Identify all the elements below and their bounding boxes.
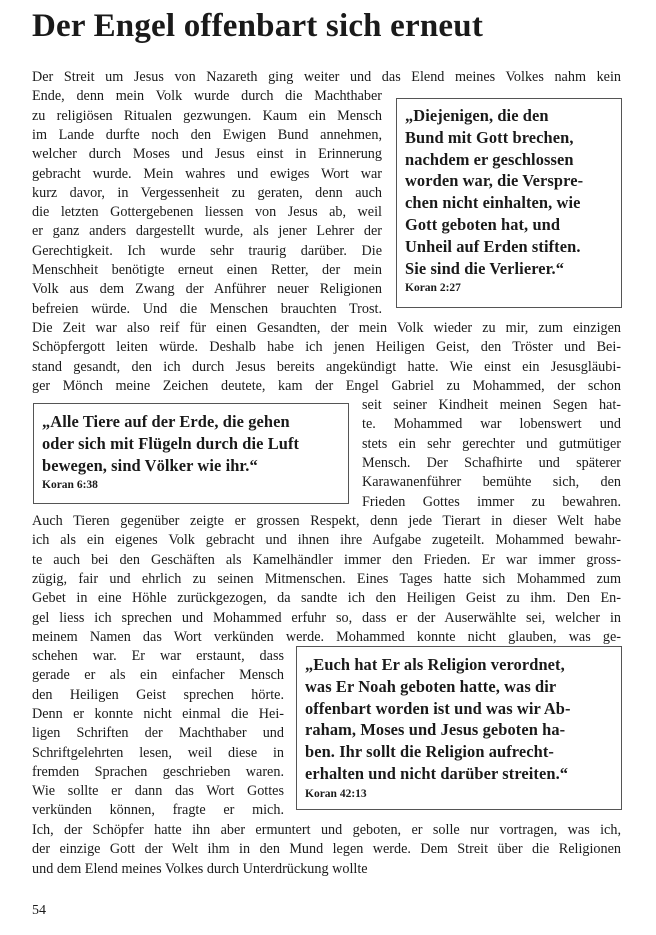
body-line: stets ein sehr gerechter und gutmütiger bbox=[362, 435, 621, 452]
quote-text: „Alle Tiere auf der Erde, die gehen oder sich mit Flügeln durch die Luft bewegen, sind Völker wie ihr.“ bbox=[42, 412, 300, 475]
body-line: Ich, der Schöpfer hatte ihn aber ermuntert und geboten, er solle nur vortragen, was ich, bbox=[32, 822, 621, 838]
body-line: te. Mohammed war lobenswert und bbox=[362, 416, 621, 433]
body-line: Schöpfergott leiten würde. Deshalb habe ich jenen Heiligen Geist, den Tröster und Bei- bbox=[32, 339, 621, 356]
body-line: Schriftgelehrten lesen, weil diese in bbox=[32, 744, 284, 761]
body-line: Denn er konnte nicht einmal die Hei- bbox=[32, 705, 284, 722]
body-line: Frieden Gottes immer zu bewahren. bbox=[362, 493, 621, 510]
body-line: Gerechtigkeit. Ich wurde sehr traurig darüber. Die bbox=[32, 242, 382, 259]
body-line: schehen war. Er war erstaunt, dass bbox=[32, 648, 284, 664]
body-line: Karawanenführer bemühte sich, den bbox=[362, 474, 621, 491]
page-title: Der Engel offenbart sich erneut bbox=[32, 8, 484, 44]
page-number: 54 bbox=[32, 903, 46, 918]
body-line: Volk aus dem Zwang der Anführer neuer Religionen bbox=[32, 281, 382, 298]
body-line: den Heiligen Geist sprechen hörte. bbox=[32, 686, 284, 703]
body-line: fremden Sprachen geschrieben waren. bbox=[32, 763, 284, 780]
body-line: stand gesandt, den ich durch Jesus bereits angekündigt hatte. Wie einst ein Jesusgläubi- bbox=[32, 358, 621, 375]
body-line: der einzige Gott der Welt ihm in den Mund legen werde. Dem Streit über die Religionen bbox=[32, 841, 621, 858]
body-line: die letzten Gottergebenen liessen von Jesus ab, weil bbox=[32, 204, 382, 221]
quote-box-3 bbox=[296, 646, 622, 810]
body-line: Ende, denn mein Volk wurde durch die Machthaber bbox=[32, 88, 382, 105]
body-line: seit seiner Kindheit meinen Segen hat- bbox=[362, 397, 621, 413]
body-line: welcher durch Moses und Jesus einst in Erinnerung bbox=[32, 146, 382, 163]
quote-source: Koran 42:13 bbox=[305, 787, 367, 800]
body-line: gerade er als ein einfacher Mensch bbox=[32, 667, 284, 684]
body-line: gel liess ich sprechen und Mohammed erfuhr so, dass er der Auserwählte sei, welcher in bbox=[32, 609, 621, 626]
body-line: und dem Elend meines Volkes durch Unterdrückung wollte bbox=[32, 860, 368, 877]
body-line: zügig, fair und ehrlich zu seinen Mitmenschen. Eines Tages hatte sich Mohammed zum bbox=[32, 570, 621, 587]
quote-source: Koran 2:27 bbox=[405, 282, 461, 295]
body-line: ligen Schriften der Machthaber und bbox=[32, 725, 284, 742]
body-line: zu religiösen Ritualen gezwungen. Kaum ein Mensch bbox=[32, 107, 382, 124]
quote-source: Koran 6:38 bbox=[42, 479, 98, 492]
body-line: verkünden können, fragte er mich. bbox=[32, 802, 284, 819]
body-line: er ganz anders dargestellt wurde, als jener Lehrer der bbox=[32, 223, 382, 240]
quote-text: „Euch hat Er als Religion verordnet, was Er Noah geboten hatte, was dir offenbart worden ist und was wir Ab- raham, Moses und Jesus geboten ha- ben. Ihr sollt die Religion aufrecht- erhalten und nicht darüber streiten.“ bbox=[305, 655, 571, 783]
body-line: Der Streit um Jesus von Nazareth ging weiter und das Elend meines Volkes nahm kein bbox=[32, 69, 621, 85]
body-line: gebracht wurde. Mein wahres und ewiges Wort war bbox=[32, 165, 382, 182]
body-line: kurz davor, in Vergessenheit zu geraten, denn auch bbox=[32, 184, 382, 201]
body-line: im Lande durfte noch den Ewigen Bund annehmen, bbox=[32, 126, 382, 143]
body-line: te auch bei den Geschäften als Kamelhändler immer den Frieden. Er war immer gross- bbox=[32, 551, 621, 568]
body-line: Gebet in eine Höhle zurückgezogen, da sandte ich den Heiligen Geist zu ihm. Den En- bbox=[32, 590, 621, 607]
quote-box-2 bbox=[33, 403, 349, 504]
body-line: Die Zeit war also reif für einen Gesandten, der mein Volk wieder zu mir, zum einzigen bbox=[32, 320, 621, 336]
quote-text: „Diejenigen, die den Bund mit Gott brechen, nachdem er geschlossen worden war, die Verspre- chen nicht einhalten, wie Gott geboten hat, und Unheil auf Erden stiften. Sie sind die Verlierer.“ bbox=[405, 106, 584, 278]
body-line: Auch Tieren gegenüber zeigte er grossen Respekt, denn jede Tierart in dieser Welt habe bbox=[32, 513, 621, 529]
body-line: ger Mönch meine Zeichen deutete, kam der Engel Gabriel zu Mohammed, der schon bbox=[32, 377, 621, 394]
body-line: ich als ein eigenes Volk gebracht und ihnen ihre Aufgabe zugeteilt. Mohammed bewahr- bbox=[32, 532, 621, 549]
body-line: Wie sollte er dann das Wort Gottes bbox=[32, 783, 284, 800]
body-line: befreien würde. Und die Menschen brauchten Trost. bbox=[32, 300, 382, 317]
body-line: Mensch. Der Schafhirte und späterer bbox=[362, 454, 621, 471]
body-line: Menschheit benötigte erneut einen Retter, der mein bbox=[32, 262, 382, 278]
body-line: meinem Namen das Wort verkünden werde. Mohammed konnte nicht glauben, was ge- bbox=[32, 628, 621, 645]
quote-box-1 bbox=[396, 98, 622, 308]
